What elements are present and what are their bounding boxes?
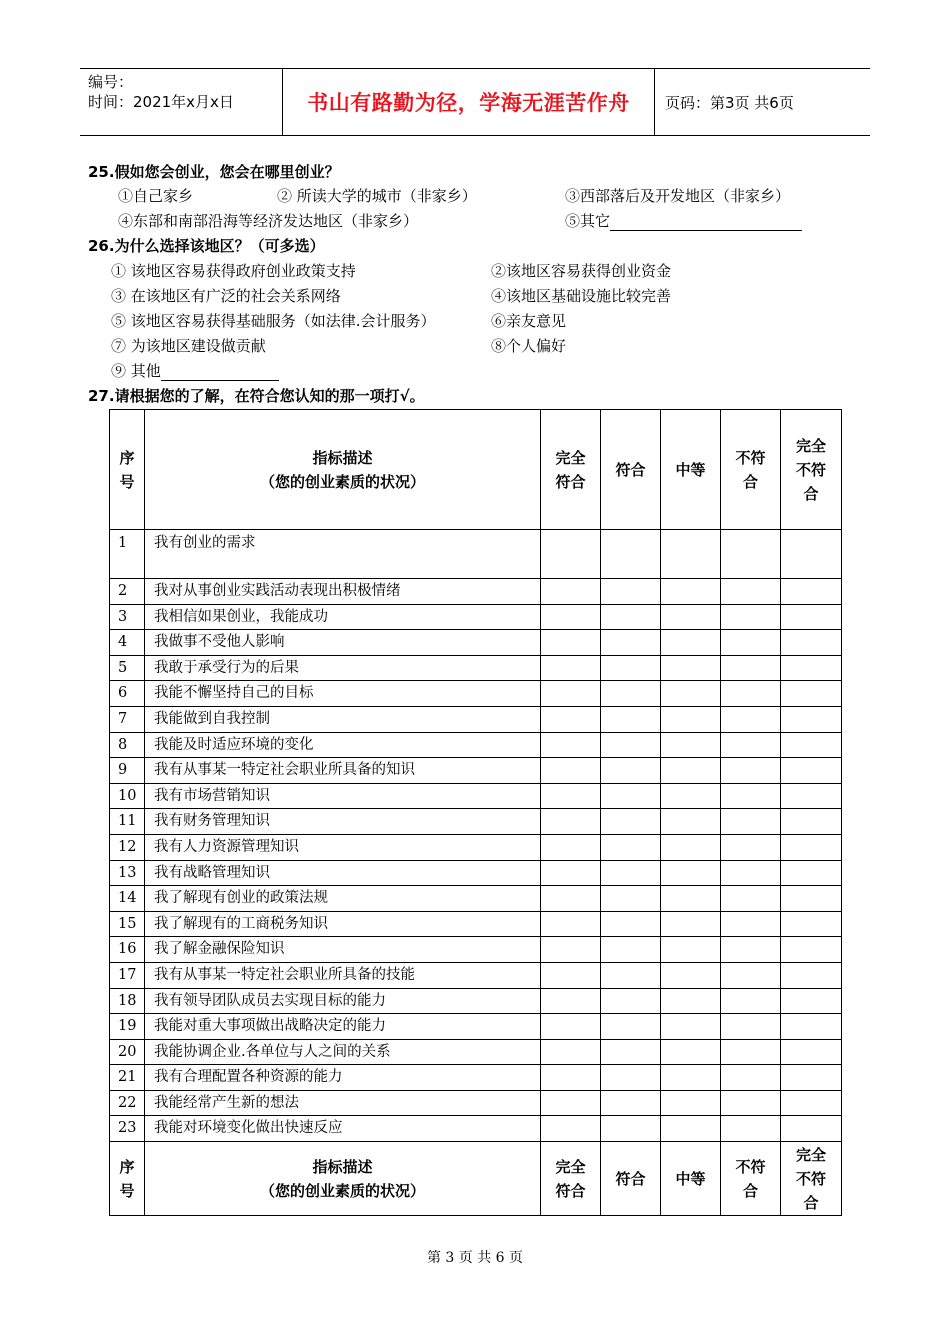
answer-cell-neutral[interactable]	[661, 834, 721, 860]
row-description: 我敢于承受行为的后果	[145, 655, 541, 681]
q26-option-7: ⑦ 为该地区建设做贡献	[111, 337, 266, 355]
answer-cell-fully-agree[interactable]	[541, 630, 601, 656]
table-row	[110, 834, 842, 860]
answer-cell-disagree[interactable]	[721, 530, 781, 579]
answer-cell-fully-agree[interactable]	[541, 706, 601, 732]
table-row	[110, 1065, 842, 1091]
answer-cell-agree[interactable]	[601, 1116, 661, 1142]
header-disagree: 不符合	[721, 410, 781, 530]
answer-cell-fully-disagree[interactable]	[781, 809, 842, 835]
header-fully-disagree: 完全不符合	[781, 1142, 842, 1216]
row-number: 7	[110, 706, 145, 732]
answer-cell-fully-disagree[interactable]	[781, 530, 842, 579]
table-row	[110, 783, 842, 809]
survey-table	[109, 409, 842, 1216]
answer-cell-fully-disagree[interactable]	[781, 962, 842, 988]
answer-cell-fully-disagree[interactable]	[781, 655, 842, 681]
answer-cell-neutral[interactable]	[661, 988, 721, 1014]
row-number: 22	[110, 1090, 145, 1116]
table-row	[110, 860, 842, 886]
row-description: 我能对重大事项做出战略决定的能力	[145, 1014, 541, 1040]
q25-title: 25.假如您会创业，您会在哪里创业？	[88, 163, 340, 181]
q25-option-4: ④东部和南部沿海等经济发达地区（非家乡）	[118, 212, 419, 230]
row-description: 我有领导团队成员去实现目标的能力	[145, 988, 541, 1014]
answer-cell-agree[interactable]	[601, 530, 661, 579]
answer-cell-fully-disagree[interactable]	[781, 1014, 842, 1040]
header-page-label: 页码：第3页 共6页	[665, 93, 794, 112]
row-description: 我能协调企业.各单位与人之间的关系	[145, 1039, 541, 1065]
answer-cell-agree[interactable]	[601, 988, 661, 1014]
answer-cell-fully-disagree[interactable]	[781, 860, 842, 886]
answer-cell-agree[interactable]	[601, 834, 661, 860]
answer-cell-disagree[interactable]	[721, 860, 781, 886]
row-number: 13	[110, 860, 145, 886]
answer-cell-disagree[interactable]	[721, 706, 781, 732]
answer-cell-agree[interactable]	[601, 860, 661, 886]
answer-cell-fully-disagree[interactable]	[781, 1065, 842, 1091]
q25-option-5	[565, 211, 802, 231]
row-number: 2	[110, 579, 145, 605]
answer-cell-agree[interactable]	[601, 579, 661, 605]
header-agree: 符合	[601, 1142, 661, 1216]
answer-cell-neutral[interactable]	[661, 937, 721, 963]
row-number: 21	[110, 1065, 145, 1091]
table-row	[110, 630, 842, 656]
answer-cell-disagree[interactable]	[721, 911, 781, 937]
answer-cell-neutral[interactable]	[661, 809, 721, 835]
answer-cell-neutral[interactable]	[661, 681, 721, 707]
q25-other-blank[interactable]	[610, 214, 802, 231]
row-number: 10	[110, 783, 145, 809]
answer-cell-agree[interactable]	[601, 886, 661, 912]
q25-option-5-label: ⑤其它	[565, 212, 611, 230]
table-row	[110, 681, 842, 707]
answer-cell-agree[interactable]	[601, 706, 661, 732]
row-description: 我有创业的需求	[145, 530, 541, 579]
answer-cell-neutral[interactable]	[661, 579, 721, 605]
row-description: 我有市场营销知识	[145, 783, 541, 809]
header-desc-line1: 指标描述	[312, 448, 373, 467]
q26-option-9-label: ⑨ 其他	[111, 362, 161, 380]
answer-cell-fully-disagree[interactable]	[781, 1116, 842, 1142]
answer-cell-fully-agree[interactable]	[541, 988, 601, 1014]
row-description: 我能及时适应环境的变化	[145, 732, 541, 758]
header-seq: 序号	[110, 410, 145, 530]
q26-option-1: ① 该地区容易获得政府创业政策支持	[111, 262, 356, 280]
row-description: 我相信如果创业，我能成功	[145, 604, 541, 630]
q26-option-4: ④该地区基础设施比较完善	[491, 287, 672, 305]
answer-cell-fully-disagree[interactable]	[781, 579, 842, 605]
row-description: 我了解现有创业的政策法规	[145, 886, 541, 912]
table-row	[110, 706, 842, 732]
answer-cell-fully-agree[interactable]	[541, 1065, 601, 1091]
q26-option-2: ②该地区容易获得创业资金	[491, 262, 672, 280]
answer-cell-fully-agree[interactable]	[541, 758, 601, 784]
answer-cell-fully-agree[interactable]	[541, 886, 601, 912]
answer-cell-disagree[interactable]	[721, 1090, 781, 1116]
header-fully-agree: 完全符合	[541, 1142, 601, 1216]
answer-cell-neutral[interactable]	[661, 758, 721, 784]
answer-cell-fully-disagree[interactable]	[781, 681, 842, 707]
answer-cell-agree[interactable]	[601, 655, 661, 681]
answer-cell-agree[interactable]	[601, 758, 661, 784]
row-description: 我做事不受他人影响	[145, 630, 541, 656]
answer-cell-disagree[interactable]	[721, 1116, 781, 1142]
row-number: 5	[110, 655, 145, 681]
number-label: 编号：	[88, 73, 134, 91]
table-header-row-repeat	[110, 1142, 842, 1216]
time-label: 时间：2021年x月x日	[88, 93, 234, 111]
answer-cell-fully-disagree[interactable]	[781, 834, 842, 860]
row-description: 我有合理配置各种资源的能力	[145, 1065, 541, 1091]
row-description: 我能做到自我控制	[145, 706, 541, 732]
answer-cell-agree[interactable]	[601, 681, 661, 707]
row-description: 我对从事创业实践活动表现出积极情绪	[145, 579, 541, 605]
row-description: 我有人力资源管理知识	[145, 834, 541, 860]
q25-option-3: ③西部落后及开发地区（非家乡）	[565, 187, 791, 205]
answer-cell-fully-disagree[interactable]	[781, 604, 842, 630]
row-description: 我能不懈坚持自己的目标	[145, 681, 541, 707]
row-number: 4	[110, 630, 145, 656]
header-desc-line1: 指标描述	[312, 1157, 373, 1176]
q26-option-5: ⑤ 该地区容易获得基础服务（如法律.会计服务）	[111, 312, 436, 330]
header-desc	[145, 1142, 541, 1216]
answer-cell-fully-agree[interactable]	[541, 1014, 601, 1040]
row-description: 我有战略管理知识	[145, 860, 541, 886]
answer-cell-fully-disagree[interactable]	[781, 1039, 842, 1065]
answer-cell-disagree[interactable]	[721, 732, 781, 758]
answer-cell-disagree[interactable]	[721, 962, 781, 988]
answer-cell-neutral[interactable]	[661, 911, 721, 937]
answer-cell-disagree[interactable]	[721, 1039, 781, 1065]
table-row	[110, 579, 842, 605]
answer-cell-disagree[interactable]	[721, 783, 781, 809]
row-description: 我了解金融保险知识	[145, 937, 541, 963]
row-number: 18	[110, 988, 145, 1014]
row-number: 23	[110, 1116, 145, 1142]
answer-cell-fully-agree[interactable]	[541, 860, 601, 886]
answer-cell-fully-disagree[interactable]	[781, 1090, 842, 1116]
table-row	[110, 732, 842, 758]
answer-cell-neutral[interactable]	[661, 706, 721, 732]
answer-cell-agree[interactable]	[601, 1065, 661, 1091]
answer-cell-agree[interactable]	[601, 604, 661, 630]
answer-cell-fully-agree[interactable]	[541, 962, 601, 988]
answer-cell-agree[interactable]	[601, 732, 661, 758]
header-desc-line2: （您的创业素质的状况）	[259, 472, 425, 491]
answer-cell-fully-disagree[interactable]	[781, 732, 842, 758]
q26-title: 26.为什么选择该地区？（可多选）	[88, 237, 325, 255]
answer-cell-fully-agree[interactable]	[541, 732, 601, 758]
answer-cell-neutral[interactable]	[661, 630, 721, 656]
row-number: 20	[110, 1039, 145, 1065]
table-row	[110, 937, 842, 963]
table-header-row	[110, 410, 842, 530]
row-number: 12	[110, 834, 145, 860]
answer-cell-neutral[interactable]	[661, 1039, 721, 1065]
row-number: 3	[110, 604, 145, 630]
answer-cell-neutral[interactable]	[661, 530, 721, 579]
answer-cell-fully-agree[interactable]	[541, 655, 601, 681]
answer-cell-neutral[interactable]	[661, 604, 721, 630]
answer-cell-disagree[interactable]	[721, 579, 781, 605]
q27-title: 27.请根据您的了解，在符合您认知的那一项打√。	[88, 387, 425, 405]
row-description: 我能对环境变化做出快速反应	[145, 1116, 541, 1142]
answer-cell-fully-disagree[interactable]	[781, 630, 842, 656]
row-number: 16	[110, 937, 145, 963]
row-number: 9	[110, 758, 145, 784]
answer-cell-agree[interactable]	[601, 911, 661, 937]
answer-cell-fully-disagree[interactable]	[781, 988, 842, 1014]
answer-cell-disagree[interactable]	[721, 604, 781, 630]
answer-cell-neutral[interactable]	[661, 1065, 721, 1091]
header-seq: 序号	[110, 1142, 145, 1216]
answer-cell-fully-agree[interactable]	[541, 783, 601, 809]
table-row	[110, 962, 842, 988]
answer-cell-fully-agree[interactable]	[541, 1039, 601, 1065]
answer-cell-neutral[interactable]	[661, 886, 721, 912]
row-description: 我能经常产生新的想法	[145, 1090, 541, 1116]
header-desc-line2: （您的创业素质的状况）	[259, 1181, 425, 1200]
header-neutral: 中等	[661, 1142, 721, 1216]
answer-cell-agree[interactable]	[601, 962, 661, 988]
row-description: 我有财务管理知识	[145, 809, 541, 835]
q25-option-2: ② 所读大学的城市（非家乡）	[277, 187, 477, 205]
answer-cell-agree[interactable]	[601, 937, 661, 963]
answer-cell-agree[interactable]	[601, 1039, 661, 1065]
answer-cell-disagree[interactable]	[721, 937, 781, 963]
answer-cell-disagree[interactable]	[721, 1065, 781, 1091]
row-number: 1	[110, 530, 145, 579]
answer-cell-agree[interactable]	[601, 630, 661, 656]
answer-cell-agree[interactable]	[601, 809, 661, 835]
answer-cell-fully-disagree[interactable]	[781, 758, 842, 784]
answer-cell-fully-disagree[interactable]	[781, 783, 842, 809]
table-row	[110, 1014, 842, 1040]
answer-cell-fully-agree[interactable]	[541, 1116, 601, 1142]
answer-cell-agree[interactable]	[601, 1014, 661, 1040]
answer-cell-fully-disagree[interactable]	[781, 886, 842, 912]
answer-cell-disagree[interactable]	[721, 681, 781, 707]
table-row	[110, 1090, 842, 1116]
header-disagree: 不符合	[721, 1142, 781, 1216]
table-row	[110, 911, 842, 937]
table-row	[110, 1039, 842, 1065]
answer-cell-disagree[interactable]	[721, 1014, 781, 1040]
table-row	[110, 809, 842, 835]
row-description: 我了解现有的工商税务知识	[145, 911, 541, 937]
row-number: 15	[110, 911, 145, 937]
answer-cell-agree[interactable]	[601, 1090, 661, 1116]
answer-cell-disagree[interactable]	[721, 630, 781, 656]
answer-cell-disagree[interactable]	[721, 988, 781, 1014]
answer-cell-neutral[interactable]	[661, 732, 721, 758]
answer-cell-fully-agree[interactable]	[541, 911, 601, 937]
answer-cell-fully-agree[interactable]	[541, 530, 601, 579]
answer-cell-fully-agree[interactable]	[541, 579, 601, 605]
q26-option-9	[111, 361, 279, 381]
page-footer: 第 3 页 共 6 页	[426, 1250, 524, 1266]
answer-cell-neutral[interactable]	[661, 1116, 721, 1142]
answer-cell-neutral[interactable]	[661, 860, 721, 886]
answer-cell-fully-disagree[interactable]	[781, 911, 842, 937]
table-row	[110, 1116, 842, 1142]
q26-other-blank[interactable]	[161, 364, 279, 381]
row-number: 11	[110, 809, 145, 835]
answer-cell-fully-agree[interactable]	[541, 809, 601, 835]
table-row	[110, 655, 842, 681]
answer-cell-disagree[interactable]	[721, 655, 781, 681]
table-row	[110, 886, 842, 912]
header-neutral: 中等	[661, 410, 721, 530]
answer-cell-fully-agree[interactable]	[541, 681, 601, 707]
answer-cell-fully-agree[interactable]	[541, 937, 601, 963]
answer-cell-disagree[interactable]	[721, 834, 781, 860]
row-number: 17	[110, 962, 145, 988]
answer-cell-fully-agree[interactable]	[541, 834, 601, 860]
table-row	[110, 530, 842, 579]
row-description: 我有从事某一特定社会职业所具备的知识	[145, 758, 541, 784]
header-meta	[80, 69, 283, 135]
table-row	[110, 758, 842, 784]
page-header	[80, 68, 870, 136]
row-number: 6	[110, 681, 145, 707]
header-fully-disagree: 完全不符合	[781, 410, 842, 530]
answer-cell-neutral[interactable]	[661, 962, 721, 988]
answer-cell-neutral[interactable]	[661, 783, 721, 809]
answer-cell-neutral[interactable]	[661, 655, 721, 681]
row-number: 19	[110, 1014, 145, 1040]
answer-cell-neutral[interactable]	[661, 1014, 721, 1040]
row-description: 我有从事某一特定社会职业所具备的技能	[145, 962, 541, 988]
header-fully-agree: 完全符合	[541, 410, 601, 530]
table-row	[110, 988, 842, 1014]
answer-cell-disagree[interactable]	[721, 758, 781, 784]
answer-cell-fully-disagree[interactable]	[781, 706, 842, 732]
table-row	[110, 604, 842, 630]
answer-cell-neutral[interactable]	[661, 1090, 721, 1116]
answer-cell-fully-agree[interactable]	[541, 1090, 601, 1116]
row-number: 8	[110, 732, 145, 758]
q25-option-1: ①自己家乡	[118, 187, 194, 205]
q26-option-6: ⑥亲友意见	[491, 312, 567, 330]
header-motto: 书山有路勤为径，学海无涯苦作舟	[283, 69, 655, 135]
header-agree: 符合	[601, 410, 661, 530]
row-number: 14	[110, 886, 145, 912]
q26-option-8: ⑧个人偏好	[491, 337, 567, 355]
answer-cell-fully-agree[interactable]	[541, 604, 601, 630]
answer-cell-agree[interactable]	[601, 783, 661, 809]
q26-option-3: ③ 在该地区有广泛的社会关系网络	[111, 287, 341, 305]
answer-cell-disagree[interactable]	[721, 809, 781, 835]
header-desc	[145, 410, 541, 530]
answer-cell-disagree[interactable]	[721, 886, 781, 912]
answer-cell-fully-disagree[interactable]	[781, 937, 842, 963]
